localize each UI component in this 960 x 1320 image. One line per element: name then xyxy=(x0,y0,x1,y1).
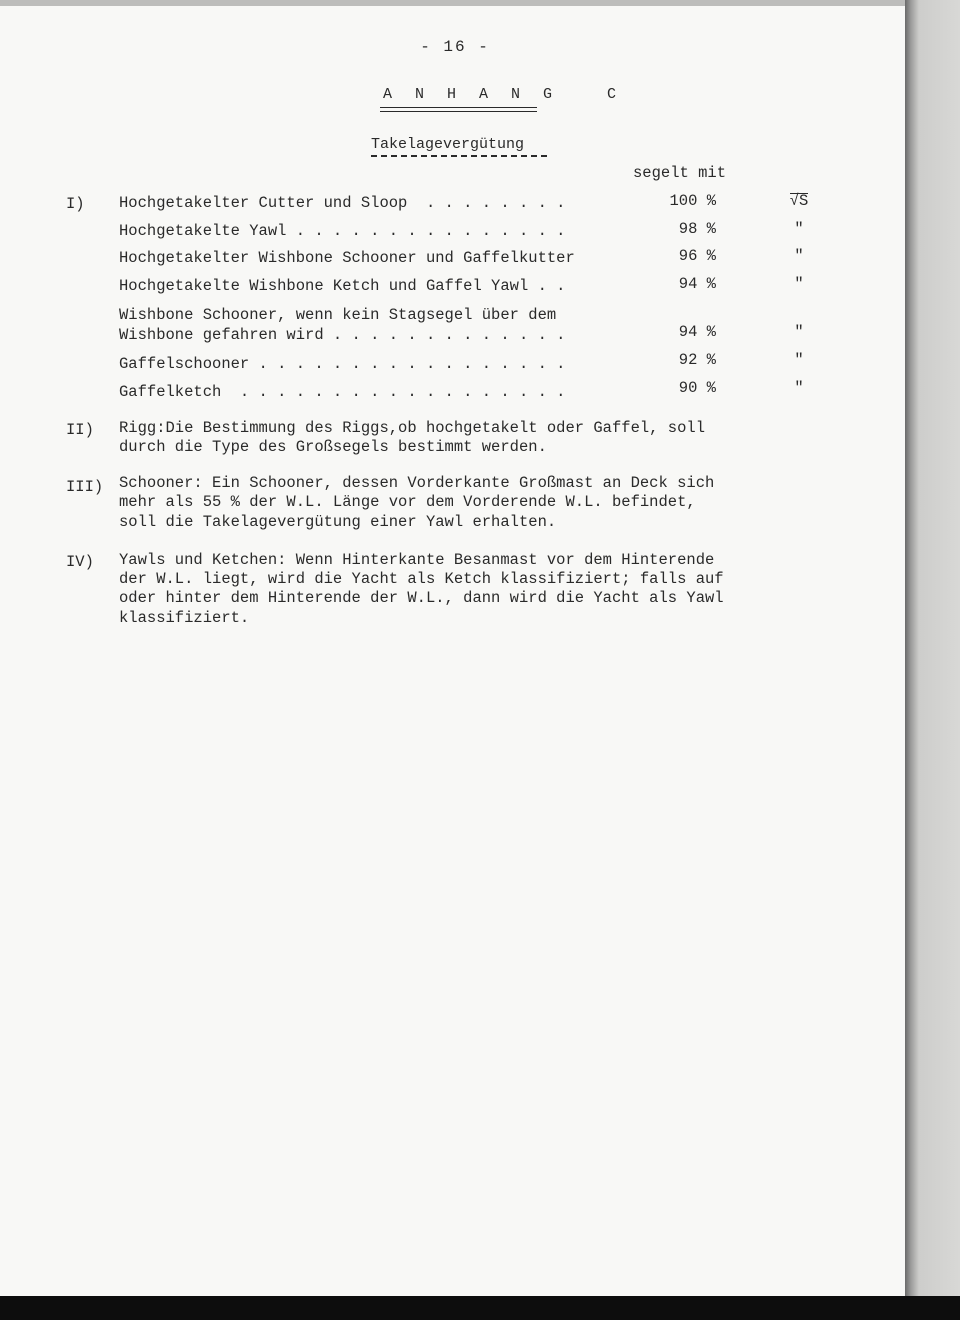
section-1-number: I) xyxy=(66,195,85,213)
rig-percent: 98 % xyxy=(678,220,716,238)
rig-label: Hochgetakelte Yawl . . . . . . . . . . . . . . . xyxy=(119,222,566,240)
column-header: segelt mit xyxy=(633,164,727,182)
section-title: Takelagevergütung xyxy=(371,136,525,153)
section-3-line: soll die Takelagevergütung einer Yawl erhalten. xyxy=(119,513,557,531)
document-page xyxy=(0,6,905,1296)
section-2-number: II) xyxy=(66,421,94,439)
rig-mark xyxy=(789,192,809,210)
heading-underline-1 xyxy=(380,107,537,108)
ditto-mark: " xyxy=(794,351,804,369)
rig-percent: 100 % xyxy=(669,192,716,210)
rig-label: Hochgetakelter Wishbone Schooner und Gaffelkutter xyxy=(119,249,575,267)
ditto-mark: " xyxy=(794,247,804,265)
rig-label: Gaffelketch . . . . . . . . . . . . . . . . . . xyxy=(119,383,566,401)
section-3-number: III) xyxy=(66,478,104,496)
rig-percent: 94 % xyxy=(678,275,716,293)
ditto-mark: " xyxy=(794,379,804,397)
scan-right-edge xyxy=(905,0,960,1300)
section-2-line: Rigg:Die Bestimmung des Riggs,ob hochgetakelt oder Gaffel, soll xyxy=(119,419,705,437)
rig-label-line2: Wishbone gefahren wird . . . . . . . . . . . . . xyxy=(119,326,566,344)
rig-percent: 92 % xyxy=(678,351,716,369)
page-number: - 16 - xyxy=(420,38,490,56)
section-4-line: oder hinter dem Hinterende der W.L., dann wird die Yacht als Yawl xyxy=(119,589,724,607)
section-title-underline xyxy=(371,155,547,157)
ditto-mark: " xyxy=(794,220,804,238)
section-3-line: Schooner: Ein Schooner, dessen Vorderkante Großmast an Deck sich xyxy=(119,474,715,492)
rig-label: Gaffelschooner . . . . . . . . . . . . . . . . . xyxy=(119,355,566,373)
rig-label: Hochgetakelte Wishbone Ketch und Gaffel Yawl . . xyxy=(119,277,566,295)
ditto-mark: " xyxy=(794,275,804,293)
section-4-line: Yawls und Ketchen: Wenn Hinterkante Besanmast vor dem Hinterende xyxy=(119,551,715,569)
section-4-number: IV) xyxy=(66,553,94,571)
scan-bottom-edge xyxy=(0,1296,960,1320)
section-4-line: der W.L. liegt, wird die Yacht als Ketch klassifiziert; falls auf xyxy=(119,570,724,588)
section-4-line: klassifiziert. xyxy=(119,609,250,627)
appendix-heading: A N H A N G C xyxy=(383,86,624,103)
rig-percent: 90 % xyxy=(678,379,716,397)
rig-label: Hochgetakelter Cutter und Sloop . . . . . . . . xyxy=(119,194,566,212)
ditto-mark: " xyxy=(794,323,804,341)
rig-percent: 96 % xyxy=(678,247,716,265)
sqrt-s-mark: √S xyxy=(789,192,809,210)
rig-percent: 94 % xyxy=(678,323,716,341)
heading-underline-2 xyxy=(380,111,537,112)
section-3-line: mehr als 55 % der W.L. Länge vor dem Vorderende W.L. befindet, xyxy=(119,493,696,511)
rig-label: Wishbone Schooner, wenn kein Stagsegel über dem xyxy=(119,306,557,324)
section-2-line: durch die Type des Großsegels bestimmt werden. xyxy=(119,438,547,456)
